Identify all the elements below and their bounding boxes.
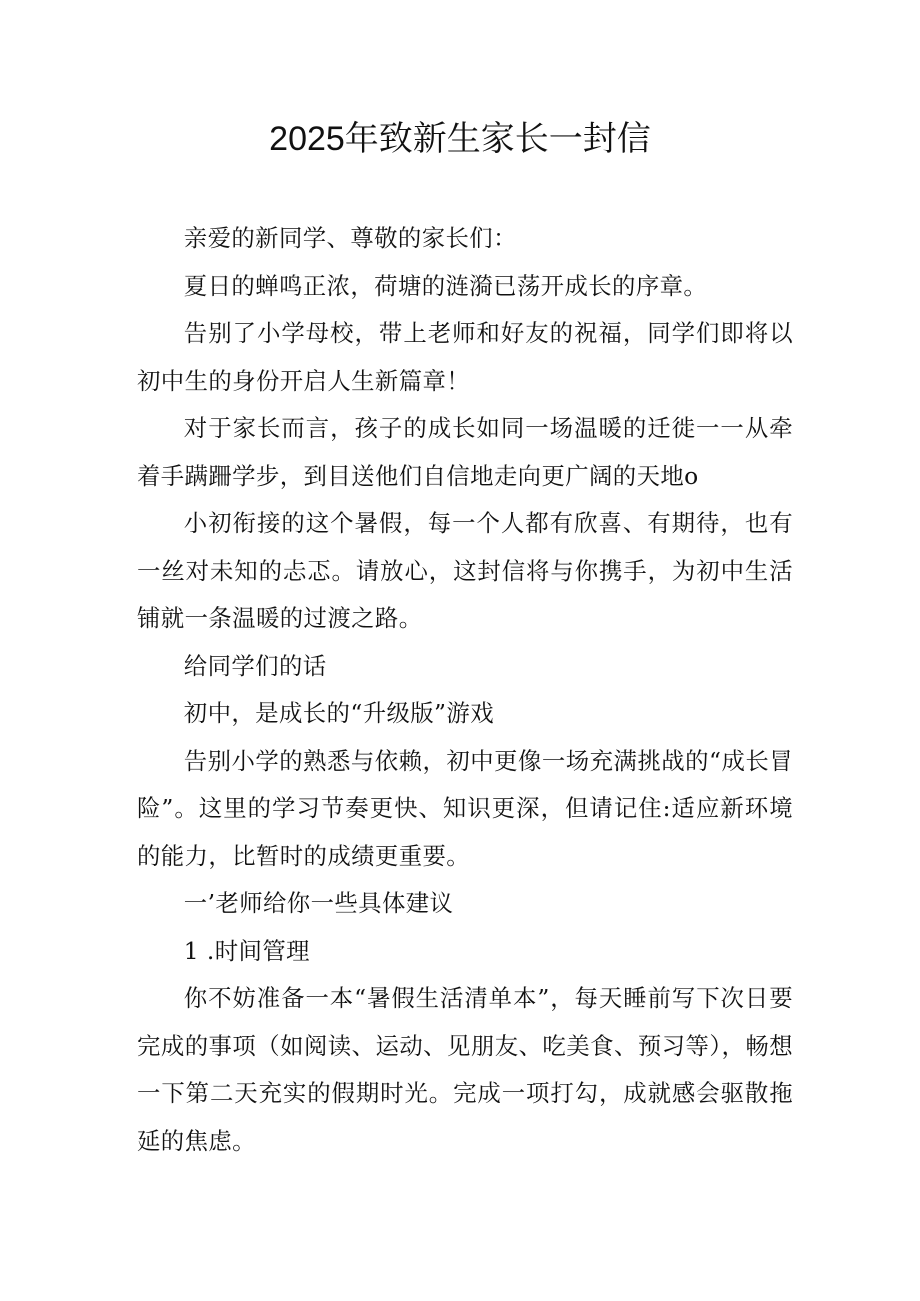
list-item-heading: 1 .时间管理 xyxy=(183,936,310,965)
document-body xyxy=(137,215,793,1165)
document-title: 2025年致新生家长一封信 xyxy=(269,120,651,158)
paragraph: 告别了小学母校，带上老师和好友的祝福，同学们即将以初中生的身份开启人生新篇章！ xyxy=(137,319,793,395)
paragraph: 夏日的蝉鸣正浓，荷塘的涟漪已荡开成长的序章。 xyxy=(183,271,708,300)
paragraph: 你不妨准备一本“暑假生活清单本”，每天睡前写下次日要完成的事项（如阅读、运动、见朋友、吃美食、预习等），畅想一下第二天充实的假期时光。完成一项打勾，成就感会驱散拖延的焦虑。 xyxy=(137,984,793,1155)
paragraph: 小初衔接的这个暑假，每一个人都有欣喜、有期待，也有一丝对未知的忐忑。请放心，这封信将与你携手，为初中生活铺就一条温暖的过渡之路。 xyxy=(137,509,793,632)
paragraph: 告别小学的熟悉与依赖，初中更像一场充满挑战的“成长冒险”。这里的学习节奏更快、知识更深，但请记住:适应新环境的能力，比暂时的成绩更重要。 xyxy=(137,746,793,870)
section-heading: 给同学们的话 xyxy=(183,651,327,680)
paragraph: 对于家长而言，孩子的成长如同一场温暖的迁徙一一从牵着手蹒跚学步，到目送他们自信地走向更广阔的天地o xyxy=(137,414,793,490)
paragraph-greeting: 亲爱的新同学、尊敬的家长们： xyxy=(183,224,517,252)
section-heading: 一’老师给你一些具体建议 xyxy=(183,889,454,917)
section-subheading: 初中，是成长的“升级版”游戏 xyxy=(183,699,494,727)
